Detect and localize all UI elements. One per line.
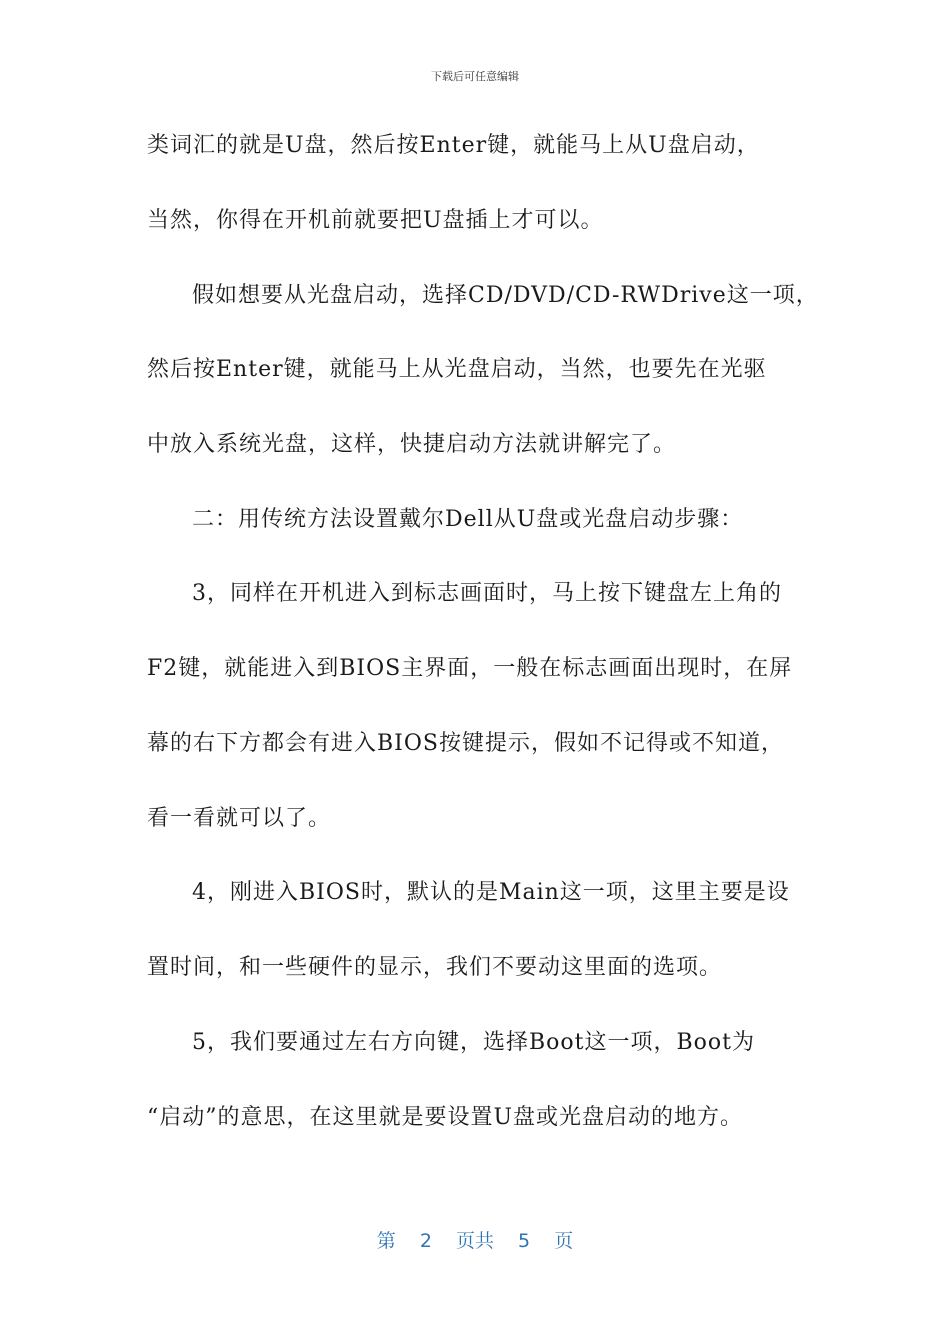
text-line: 类词汇的就是U盘，然后按Enter键，就能马上从U盘启动， bbox=[147, 133, 760, 158]
page-footer bbox=[0, 1226, 950, 1253]
footer-current-page: 2 bbox=[419, 1230, 432, 1252]
footer-total-pages: 5 bbox=[518, 1230, 531, 1252]
header-note: 下载后可任意编辑 bbox=[431, 70, 519, 83]
footer-label-end: 页 bbox=[554, 1230, 574, 1252]
text-line: 4，刚进入BIOS时，默认的是Main这一项，这里主要是设 bbox=[192, 880, 790, 905]
text-line: “启动”的意思，在这里就是要设置U盘或光盘启动的地方。 bbox=[147, 1105, 744, 1130]
text-line: 中放入系统光盘，这样，快捷启动方法就讲解完了。 bbox=[147, 432, 677, 457]
footer-label-page: 第 bbox=[376, 1230, 396, 1252]
text-line: 置时间，和一些硬件的显示，我们不要动这里面的选项。 bbox=[147, 955, 723, 980]
text-line: 5，我们要通过左右方向键，选择Boot这一项，Boot为 bbox=[192, 1030, 755, 1055]
text-line: 3，同样在开机进入到标志画面时，马上按下键盘左上角的 bbox=[192, 581, 782, 606]
footer-label-of: 页共 bbox=[455, 1230, 494, 1252]
text-line: 然后按Enter键，就能马上从光盘启动，当然，也要先在光驱 bbox=[147, 357, 767, 382]
text-line: 假如想要从光盘启动，选择CD/DVD/CD-RWDrive这一项， bbox=[192, 283, 819, 308]
text-line: 看一看就可以了。 bbox=[147, 806, 332, 831]
section-heading: 二：用传统方法设置戴尔Dell从U盘或光盘启动步骤： bbox=[192, 507, 744, 532]
text-line: 当然，你得在开机前就要把U盘插上才可以。 bbox=[147, 208, 604, 233]
text-line: F2键，就能进入到BIOS主界面，一般在标志画面出现时，在屏 bbox=[147, 656, 793, 681]
text-line: 幕的右下方都会有进入BIOS按键提示，假如不记得或不知道， bbox=[147, 731, 784, 756]
